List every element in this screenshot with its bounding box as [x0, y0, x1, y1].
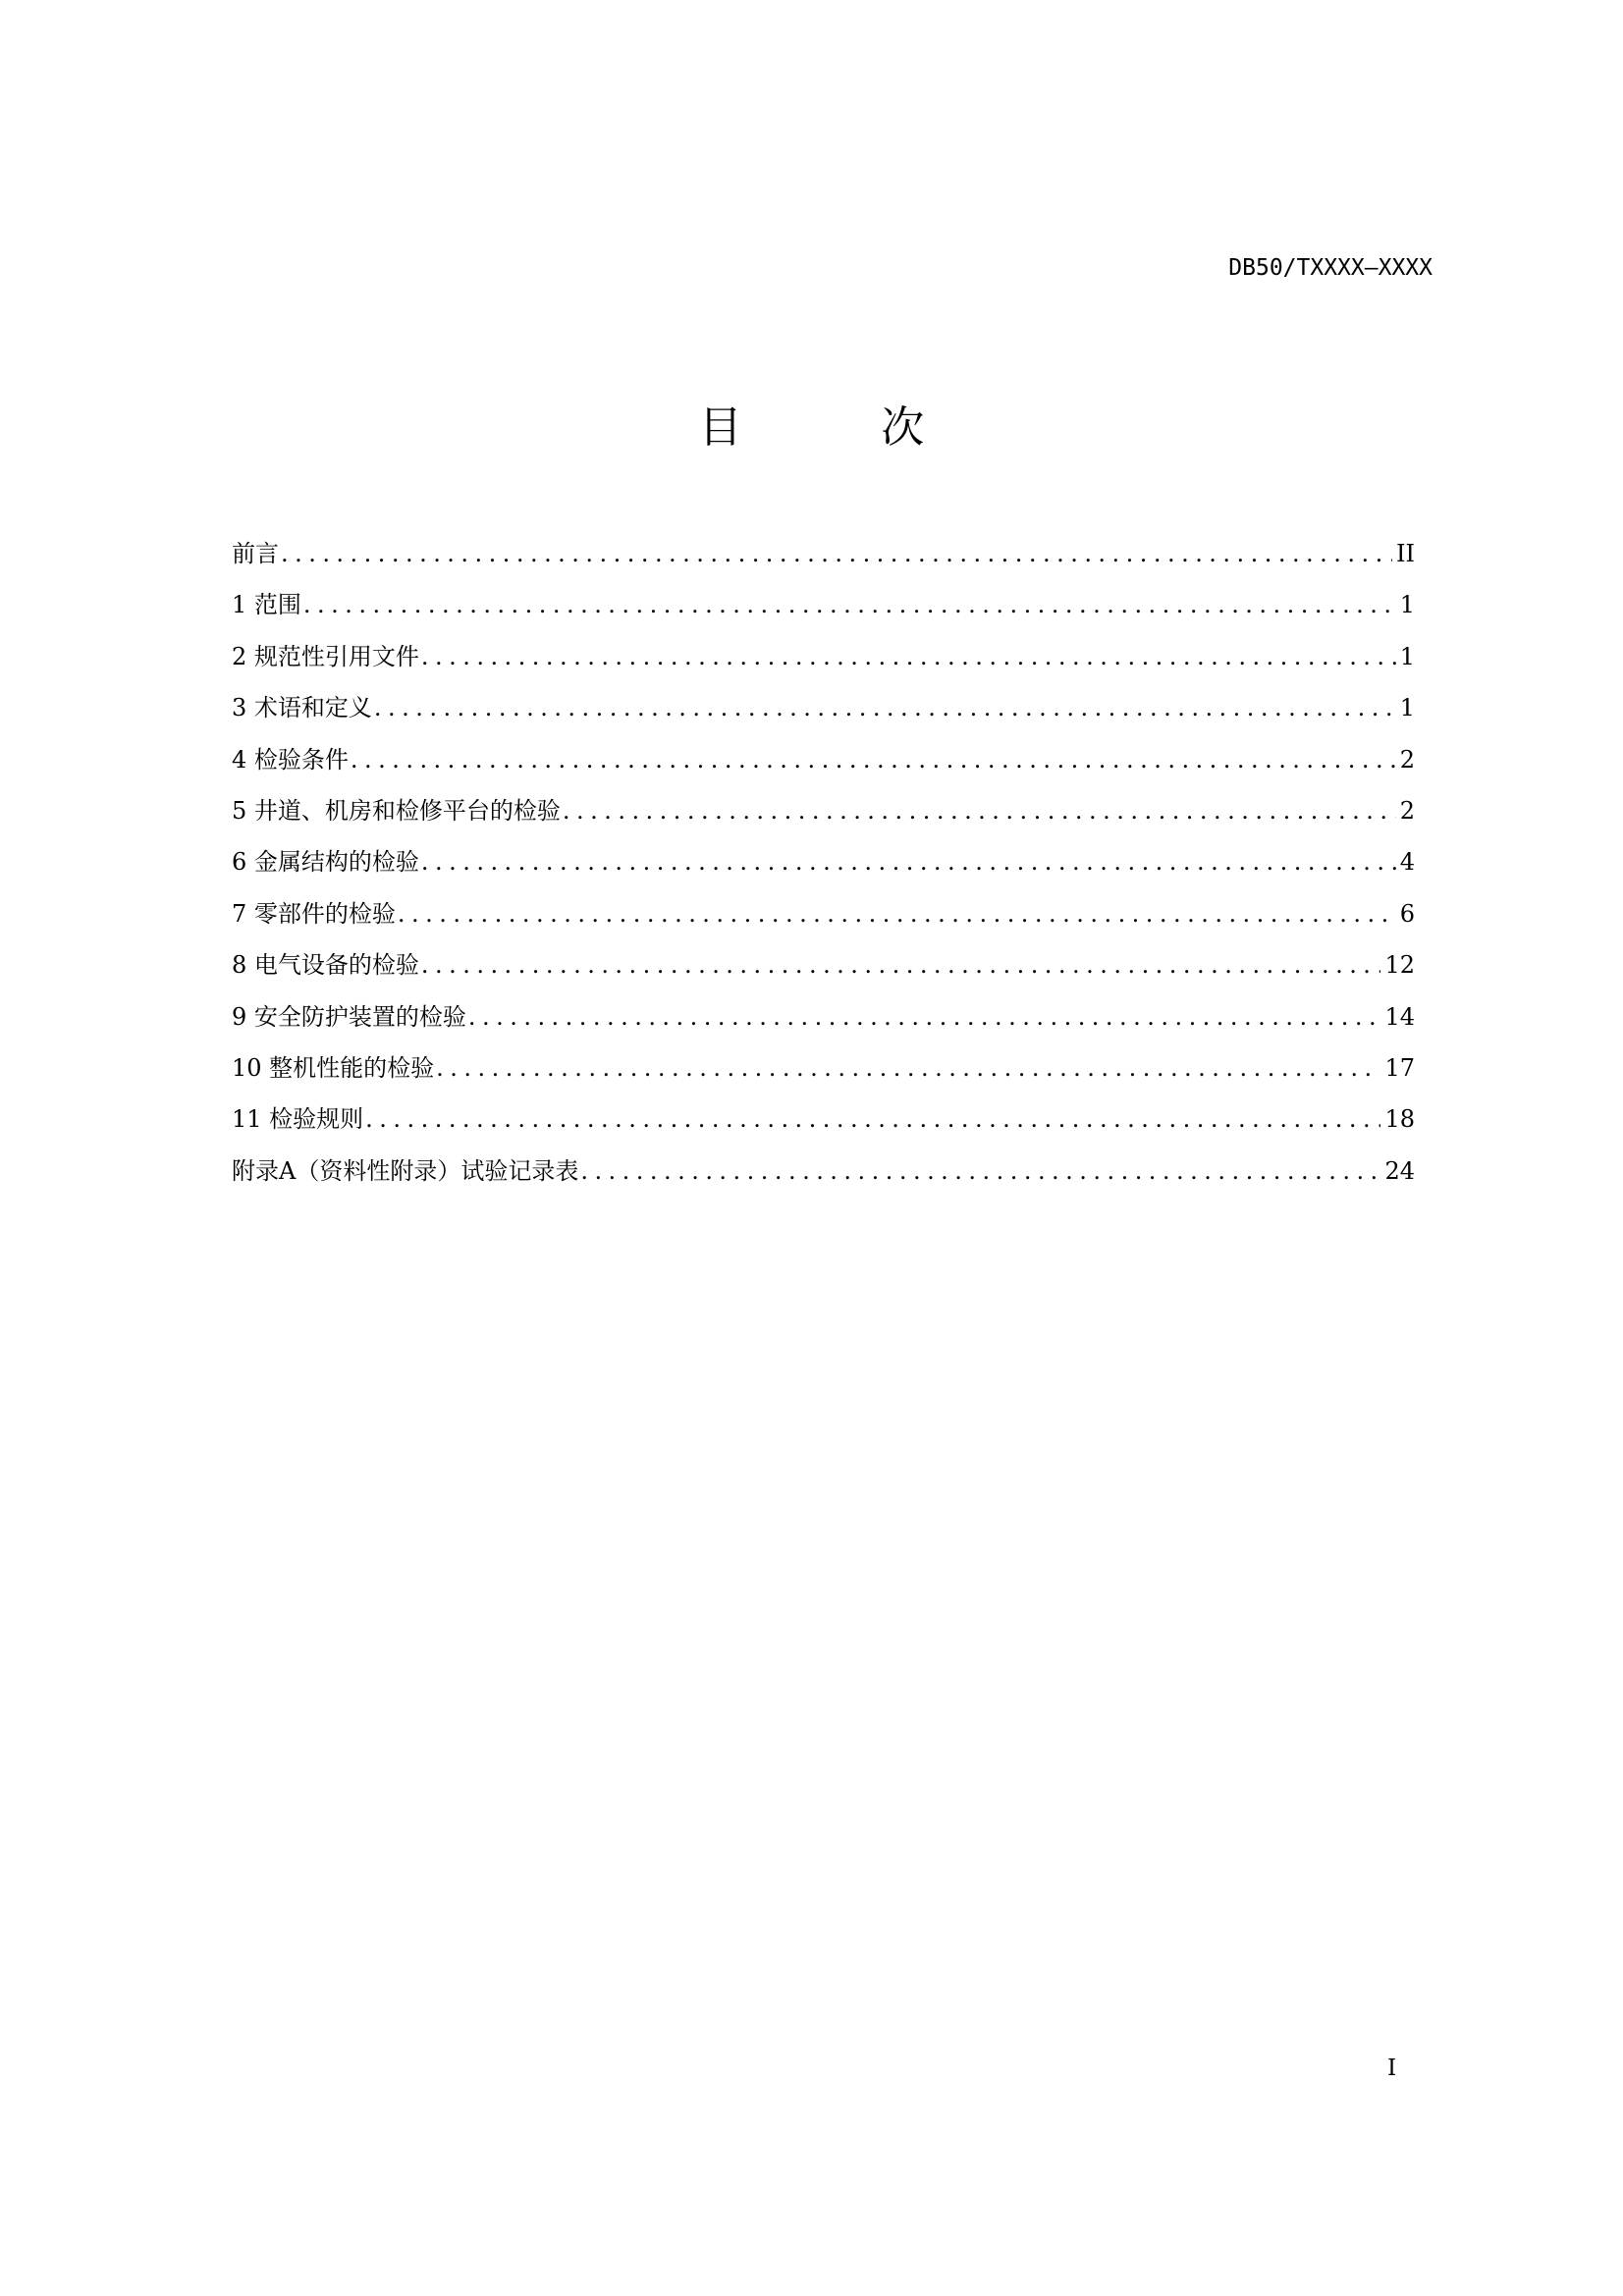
- toc-entry-label: 5 井道、机房和检修平台的检验: [232, 796, 561, 825]
- toc-entry-page: 24: [1384, 1156, 1415, 1185]
- toc-dot-leader: [398, 899, 1396, 929]
- toc-entry-page: 14: [1384, 1002, 1415, 1031]
- toc-entry-label: 10 整机性能的检验: [232, 1053, 435, 1082]
- toc-entry-label: 6 金属结构的检验: [232, 848, 419, 877]
- toc-dot-leader: [421, 847, 1396, 877]
- document-code: DB50/TXXXX—XXXX: [1228, 255, 1433, 281]
- toc-entry-8[interactable]: [232, 950, 1415, 1001]
- toc-entry-10[interactable]: [232, 1053, 1415, 1104]
- toc-entry-9[interactable]: [232, 1002, 1415, 1053]
- toc-entry-page: 17: [1384, 1053, 1415, 1082]
- toc-entry-page: 18: [1384, 1105, 1415, 1134]
- toc-dot-leader: [281, 539, 1392, 568]
- toc-dot-leader: [303, 590, 1396, 619]
- toc-entry-page: 2: [1399, 745, 1415, 774]
- toc-entry-page: 1: [1399, 591, 1415, 619]
- toc-entry-3[interactable]: [232, 693, 1415, 744]
- toc-entry-page: 2: [1399, 796, 1415, 825]
- toc-entry-4[interactable]: [232, 745, 1415, 796]
- toc-entry-page: II: [1396, 540, 1415, 567]
- page-number: I: [1387, 2056, 1397, 2081]
- toc-entry-page: 12: [1384, 951, 1415, 980]
- table-of-contents: [232, 539, 1415, 1207]
- toc-entry-label: 2 规范性引用文件: [232, 642, 419, 670]
- toc-entry-6[interactable]: [232, 847, 1415, 898]
- toc-dot-leader: [421, 642, 1396, 671]
- toc-entry-page: 6: [1399, 899, 1415, 928]
- toc-dot-leader: [563, 796, 1396, 826]
- toc-entry-page: 1: [1399, 694, 1415, 722]
- toc-dot-leader: [365, 1104, 1380, 1134]
- toc-entry-label: 7 零部件的检验: [232, 899, 396, 928]
- toc-entry-1[interactable]: [232, 590, 1415, 641]
- toc-entry-2[interactable]: [232, 642, 1415, 693]
- toc-dot-leader: [374, 693, 1396, 722]
- toc-dot-leader: [436, 1053, 1380, 1083]
- toc-dot-leader: [468, 1002, 1381, 1032]
- toc-entry-label: 11 检验规则: [232, 1105, 364, 1134]
- toc-entry-page: 4: [1399, 848, 1415, 877]
- toc-entry-label: 8 电气设备的检验: [232, 951, 419, 980]
- toc-dot-leader: [580, 1156, 1380, 1186]
- toc-entry-11[interactable]: [232, 1104, 1415, 1155]
- toc-entry-foreword[interactable]: [232, 539, 1415, 590]
- toc-entry-label: 前言: [232, 540, 279, 567]
- toc-entry-page: 1: [1399, 642, 1415, 670]
- toc-entry-label: 4 检验条件: [232, 745, 349, 774]
- toc-title: 目 次: [698, 402, 988, 453]
- toc-entry-label: 附录A（资料性附录）试验记录表: [232, 1156, 579, 1185]
- toc-entry-label: 1 范围: [232, 591, 301, 619]
- toc-entry-label: 9 安全防护装置的检验: [232, 1002, 466, 1031]
- toc-entry-label: 3 术语和定义: [232, 694, 372, 722]
- toc-entry-appendix-a[interactable]: [232, 1156, 1415, 1207]
- toc-entry-5[interactable]: [232, 796, 1415, 847]
- toc-dot-leader: [421, 950, 1381, 980]
- toc-dot-leader: [351, 745, 1396, 774]
- toc-entry-7[interactable]: [232, 899, 1415, 950]
